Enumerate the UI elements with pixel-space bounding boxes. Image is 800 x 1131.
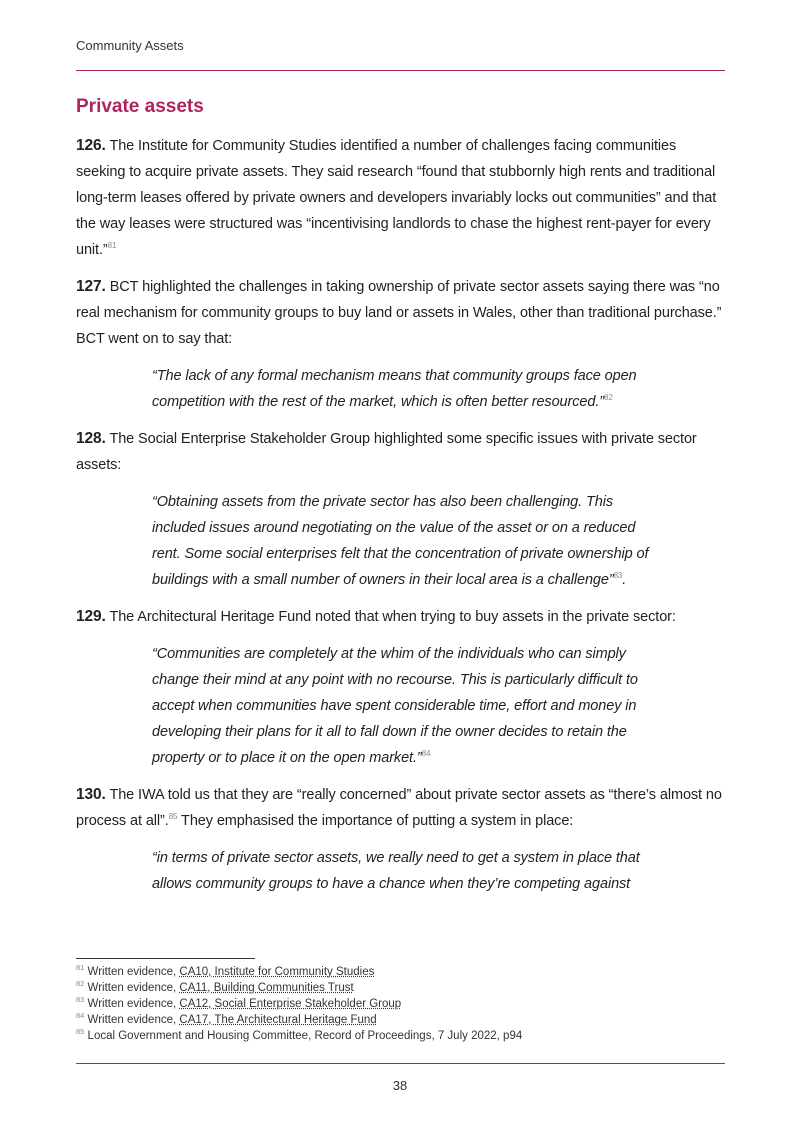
section-title: Private assets bbox=[76, 96, 204, 117]
footnote-ref[interactable]: 81 bbox=[107, 241, 117, 251]
paragraph-text-continued: They emphasised the importance of putting a system in place: bbox=[177, 813, 574, 829]
footnote-83: $^{83}$ Written evidence, CA12, Social Enterprise Stakeholder Group bbox=[76, 995, 402, 1010]
footnotes bbox=[76, 964, 726, 1044]
footnote-81: $^{81}$ Written evidence, CA10, Institute for Community Studies bbox=[76, 963, 375, 978]
footnote-ref[interactable]: 82 bbox=[603, 393, 613, 403]
document-body bbox=[76, 133, 726, 908]
footnote-divider bbox=[76, 958, 255, 959]
footnote-link[interactable]: CA12, Social Enterprise Stakeholder Group bbox=[179, 998, 402, 1010]
quote-tail: . bbox=[622, 572, 627, 588]
paragraph-129 bbox=[76, 604, 726, 630]
footnote-ref[interactable]: 85 bbox=[168, 812, 178, 822]
page-number: 38 bbox=[392, 1078, 408, 1093]
quote-text: “Communities are completely at the whim of the individuals who can simply change their mind at any point with no recourse. This is particularly difficult to accept when communities have spent considerable time, effort and money in developing their plans for it all to fall down if the owner decides to retain the property or to place it on the open market.” bbox=[152, 646, 638, 766]
footnote-link[interactable]: CA17, The Architectural Heritage Fund bbox=[179, 1014, 377, 1026]
paragraph-127 bbox=[76, 274, 726, 352]
paragraph-130 bbox=[76, 782, 726, 834]
quote-129 bbox=[152, 641, 667, 771]
footnote-link[interactable]: CA10, Institute for Community Studies bbox=[179, 966, 375, 978]
paragraph-text: The Social Enterprise Stakeholder Group highlighted some specific issues with private sector assets: bbox=[76, 431, 697, 473]
footnote-85: $^{85}$ Local Government and Housing Committee, Record of Proceedings, 7 July 2022, p94 bbox=[76, 1027, 523, 1042]
paragraph-128 bbox=[76, 426, 726, 478]
footnote-ref[interactable]: 84 bbox=[421, 749, 431, 759]
paragraph-number: 130. bbox=[76, 786, 106, 803]
quote-text: “The lack of any formal mechanism means that community groups face open competition with the rest of the market, which is often better resourced.” bbox=[152, 368, 637, 410]
paragraph-126 bbox=[76, 133, 726, 263]
paragraph-text: The IWA told us that they are “really concerned” about private sector assets as “there’s almost no process at all”. bbox=[76, 787, 722, 829]
footnote-ref[interactable]: 83 bbox=[613, 571, 623, 581]
running-header: Community Assets bbox=[76, 38, 184, 53]
footnote-82: $^{82}$ Written evidence, CA11, Building Communities Trust bbox=[76, 979, 354, 994]
footnote-84: $^{84}$ Written evidence, CA17, The Architectural Heritage Fund bbox=[76, 1011, 377, 1026]
quote-text: “in terms of private sector assets, we really need to get a system in place that allows community groups to have a chance when they’re competing against bbox=[152, 850, 640, 892]
paragraph-number: 127. bbox=[76, 278, 106, 295]
quote-text: “Obtaining assets from the private sector has also been challenging. This included issues around negotiating on the value of the asset or on a reduced rent. Some social enterprises felt that the concentration of private ownership of buildings with a small number of owners in their local area is a challenge” bbox=[152, 494, 649, 588]
paragraph-text: BCT highlighted the challenges in taking ownership of private sector assets saying there was “no real mechanism for community groups to buy land or assets in Wales, other than traditional purchase.” BCT went on to say that: bbox=[76, 279, 722, 347]
footer-divider bbox=[76, 1063, 725, 1064]
paragraph-number: 129. bbox=[76, 608, 106, 625]
paragraph-number: 126. bbox=[76, 137, 106, 154]
header-divider bbox=[76, 70, 725, 71]
paragraph-text: The Architectural Heritage Fund noted that when trying to buy assets in the private sector: bbox=[105, 609, 676, 625]
footnote-link[interactable]: CA11, Building Communities Trust bbox=[179, 982, 354, 994]
quote-127 bbox=[152, 363, 667, 415]
paragraph-text: The Institute for Community Studies identified a number of challenges facing communities seeking to acquire private assets. They said research “found that stubbornly high rents and traditional long-term leases offered by private owners and developers invariably locks out communities” and that the way leases were structured was “incentivising landlords to chase the highest rent-payer for every unit.” bbox=[76, 138, 717, 258]
paragraph-number: 128. bbox=[76, 430, 106, 447]
quote-128 bbox=[152, 489, 667, 593]
quote-130 bbox=[152, 845, 667, 897]
